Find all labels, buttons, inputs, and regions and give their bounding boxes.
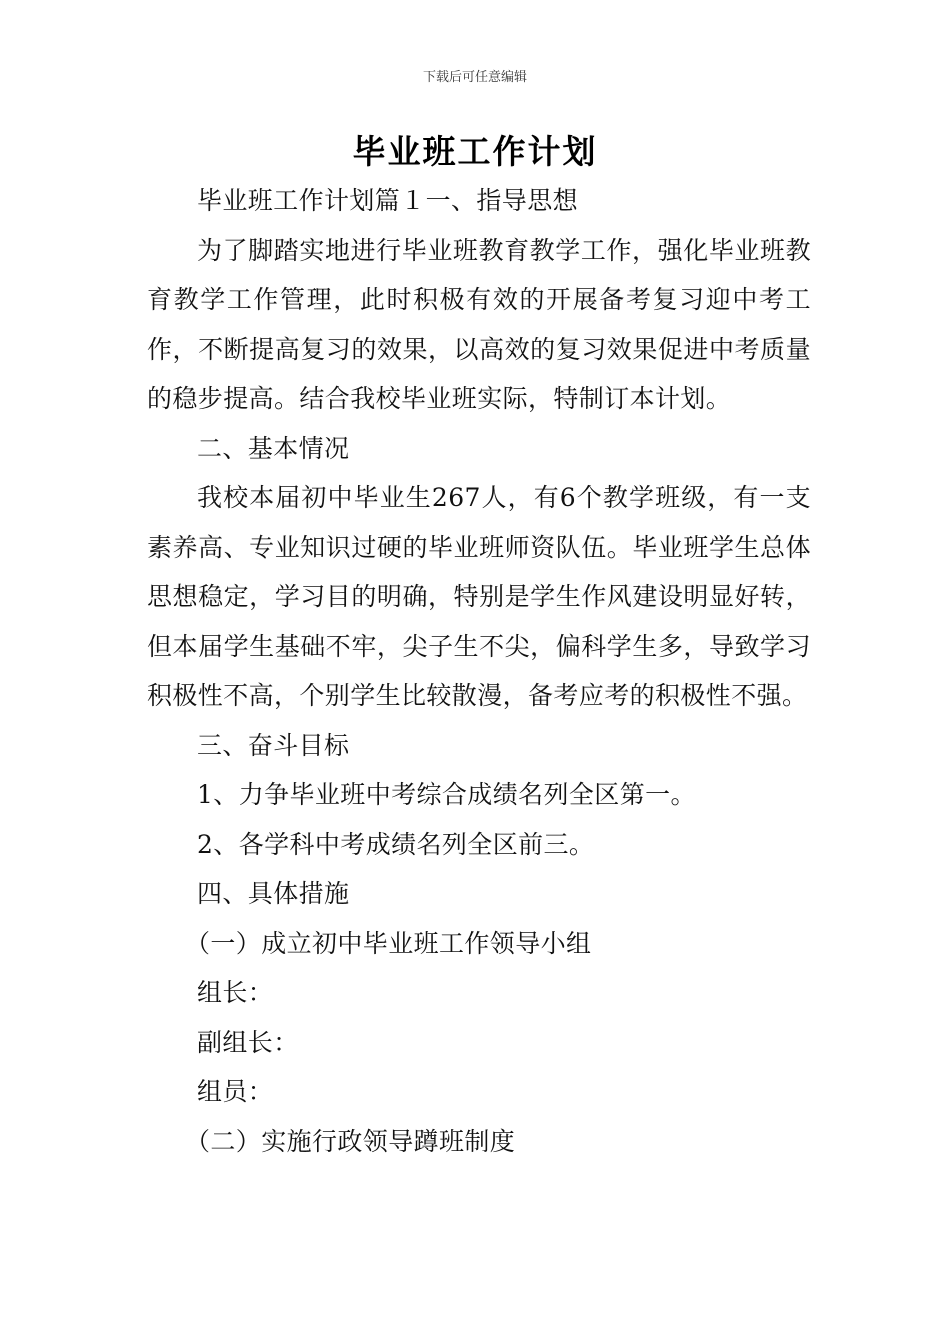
document-title: 毕业班工作计划 — [352, 132, 598, 171]
line-group-leader: 组长： — [197, 978, 274, 1007]
goal-item-2: 2、各学科中考成绩名列全区前三。 — [197, 829, 595, 859]
paragraph-guiding-thought: 为了脚踏实地进行毕业班教育教学工作，强化毕业班教育教学工作管理，此时积极有效的开展备考复习迎中考工作，不断提高复习的效果，以高效的复习效果促进中考质量的稳步提高。结合我校毕业班实际，特制订本计划。 — [147, 235, 811, 413]
section-heading-goals: 三、奋斗目标 — [197, 730, 350, 760]
section-heading-measures: 四、具体措施 — [197, 879, 350, 908]
header-note: 下载后可任意编辑 — [422, 70, 527, 85]
subheading-admin-class-system: （二）实施行政领导蹲班制度 — [185, 1126, 516, 1156]
paragraph-basic-situation: 我校本届初中毕业生267人，有6个教学班级，有一支素养高、专业知识过硬的毕业班师资队伍。毕业班学生总体思想稳定，学习目的明确，特别是学生作风建设明显好转，但本届学生基础不牢，尖子生不尖，偏科学生多，导致学习积极性不高，个别学生比较散漫，备考应考的积极性不强。 — [147, 483, 811, 710]
subheading-leadership-group: （一）成立初中毕业班工作领导小组 — [185, 928, 592, 958]
goal-item-1: 1、力争毕业班中考综合成绩名列全区第一。 — [197, 780, 696, 809]
line-members: 组员： — [197, 1077, 274, 1106]
section-heading-basic-situation: 二、基本情况 — [197, 433, 350, 463]
line-deputy-leader: 副组长： — [197, 1027, 299, 1057]
paragraph-intro-heading: 毕业班工作计划篇１一、指导思想 — [197, 186, 579, 215]
document-body — [147, 176, 811, 1166]
